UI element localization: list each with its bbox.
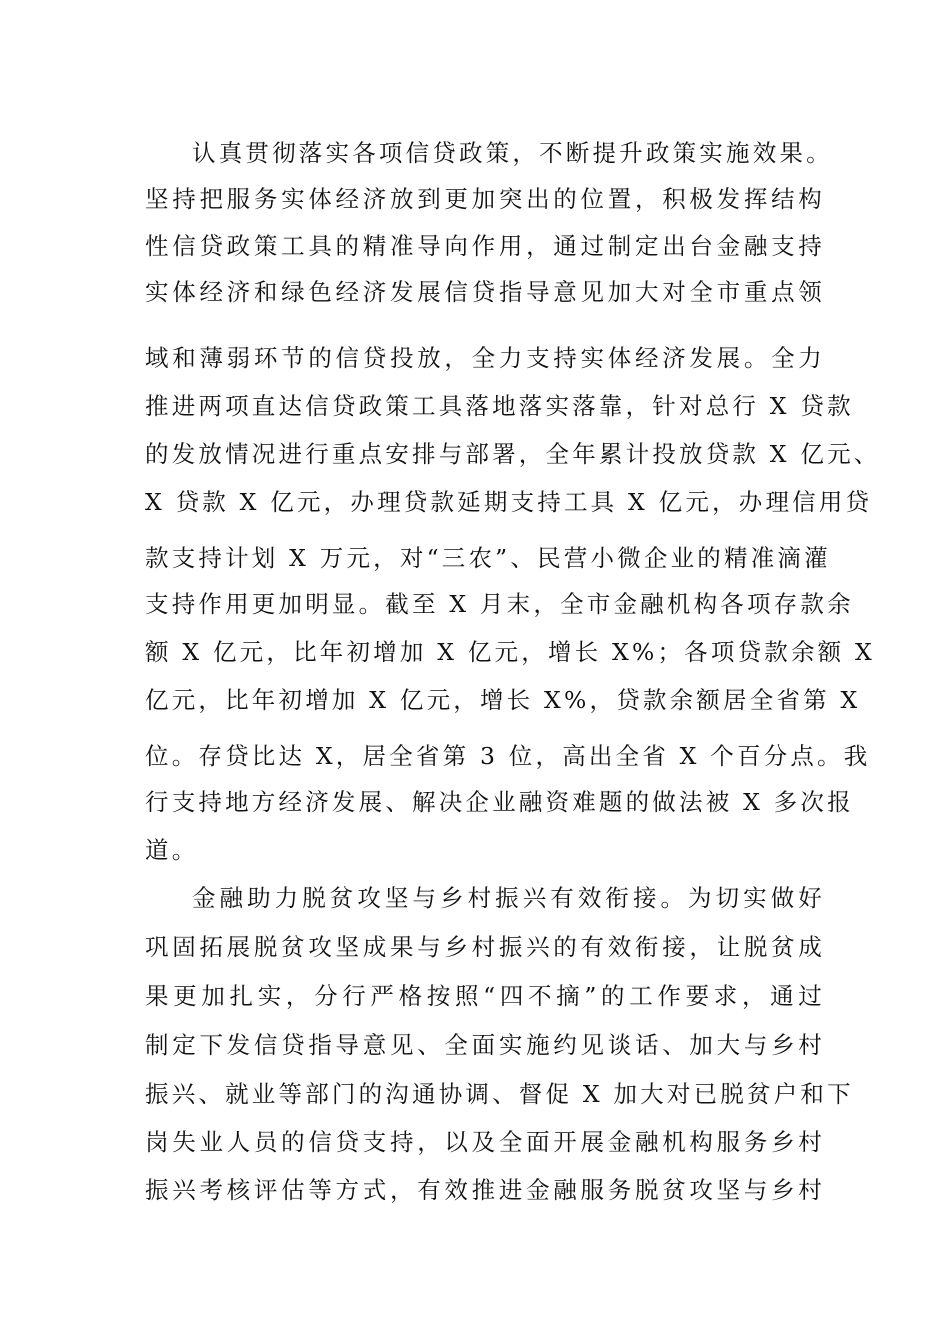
paragraph-2-line-1: 金融助力脱贫攻坚与乡村振兴有效衔接。为切实做好 <box>192 884 825 912</box>
paragraph-2-line-2: 巩固拓展脱贫攻坚成果与乡村振兴的有效衔接，让脱贫成 <box>145 933 825 961</box>
paragraph-2-line-6: 岗失业人员的信贷支持，以及全面开展金融机构服务乡村 <box>145 1128 825 1156</box>
paragraph-1-line-4: 实体经济和绿色经济发展信贷指导意见加大对全市重点领 <box>145 278 825 306</box>
paragraph-2-line-7: 振兴考核评估等方式，有效推进金融服务脱贫攻坚与乡村 <box>145 1176 825 1204</box>
paragraph-2-line-5: 振兴、就业等部门的沟通协调、督促 X 加大对已脱贫户和下 <box>145 1080 854 1108</box>
paragraph-1-line-8: X 贷款 X 亿元，办理贷款延期支持工具 X 亿元，办理信用贷 <box>145 488 873 516</box>
paragraph-1-line-7: 的发放情况进行重点安排与部署，全年累计投放贷款 X 亿元、 <box>145 440 881 468</box>
paragraph-1-line-11: 额 X 亿元，比年初增加 X 亿元，增长 X%；各项贷款余额 X <box>145 638 875 666</box>
paragraph-1-line-1: 认真贯彻落实各项信贷政策，不断提升政策实施效果。 <box>192 139 833 167</box>
paragraph-1-line-2: 坚持把服务实体经济放到更加突出的位置，积极发挥结构 <box>145 185 825 213</box>
paragraph-1-line-12: 亿元，比年初增加 X 亿元，增长 X%，贷款余额居全省第 X <box>145 686 861 714</box>
paragraph-1-line-5: 域和薄弱环节的信贷投放，全力支持实体经济发展。全力 <box>145 344 825 372</box>
paragraph-2-line-3: 果更加扎实，分行严格按照“四不摘”的工作要求，通过 <box>145 982 825 1010</box>
paragraph-1-line-9: 款支持计划 X 万元，对“三农”、民营小微企业的精准滴灌 <box>145 544 831 572</box>
paragraph-1-line-15: 道。 <box>145 836 199 864</box>
paragraph-2-line-4: 制定下发信贷指导意见、全面实施约见谈话、加大与乡村 <box>145 1031 825 1059</box>
paragraph-1-line-13: 位。存贷比达 X，居全省第 3 位，高出全省 X 个百分点。我 <box>145 742 871 770</box>
paragraph-1-line-10: 支持作用更加明显。截至 X 月末，全市金融机构各项存款余 <box>145 590 854 618</box>
paragraph-1-line-14: 行支持地方经济发展、解决企业融资难题的做法被 X 多次报 <box>145 788 854 816</box>
paragraph-1-line-3: 性信贷政策工具的精准导向作用，通过制定出台金融支持 <box>145 232 825 260</box>
paragraph-1-line-6: 推进两项直达信贷政策工具落地落实落靠，针对总行 X 贷款 <box>145 392 854 420</box>
